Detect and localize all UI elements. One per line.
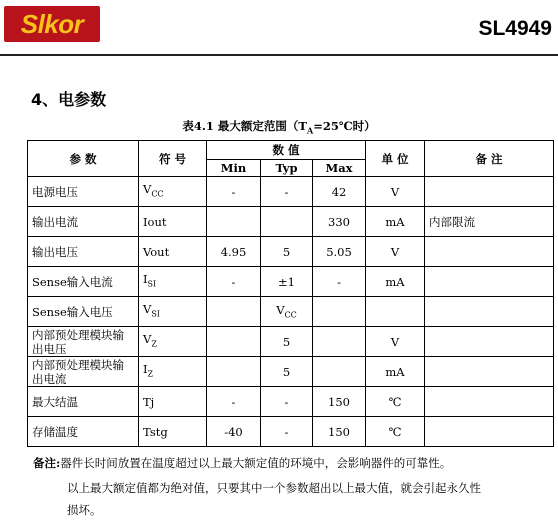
typ-cell: ±1 <box>261 267 313 297</box>
table-row <box>28 327 554 357</box>
table-row <box>28 267 554 297</box>
max-cell: 150 <box>313 387 366 417</box>
symbol-cell: Tstg <box>139 417 207 447</box>
symbol-cell: $I_Z$ <box>139 357 207 387</box>
min-cell: 4.95 <box>207 237 261 267</box>
param-cell: 存储温度 <box>28 417 139 447</box>
min-cell <box>207 327 261 357</box>
header-param: 参 数 <box>28 141 139 177</box>
typ-cell <box>261 207 313 237</box>
remark-cell <box>425 387 554 417</box>
symbol-cell: $V_{CC}$ <box>139 177 207 207</box>
symbol-cell: $V_{SI}$ <box>139 297 207 327</box>
header-symbol: 符 号 <box>139 141 207 177</box>
max-cell: 42 <box>313 177 366 207</box>
logo-text: Slkor <box>20 8 84 39</box>
min-cell <box>207 297 261 327</box>
remark-cell <box>425 267 554 297</box>
remark-cell <box>425 357 554 387</box>
remark-cell <box>425 297 554 327</box>
table-row <box>28 207 554 237</box>
unit-cell: ℃ <box>366 387 425 417</box>
part-number: SL4949 <box>478 17 552 40</box>
typ-cell: 5 <box>261 327 313 357</box>
section-title: 4、电参数 <box>31 90 107 109</box>
param-cell: 输出电压 <box>28 237 139 267</box>
max-cell <box>313 297 366 327</box>
unit-cell: mA <box>366 207 425 237</box>
note-line-2: 以上最大额定值都为绝对值，只要其中一个参数超出以上最大值，就会引起永久性 <box>67 481 481 495</box>
typ-cell: 5 <box>261 237 313 267</box>
header-remark: 备 注 <box>425 141 554 177</box>
header-divider <box>0 54 558 56</box>
max-cell: 330 <box>313 207 366 237</box>
note-line-1: 备注:器件长时间放置在温度超过以上最大额定值的环境中，会影响器件的可靠性。 <box>33 456 452 470</box>
table-row <box>28 417 554 447</box>
typ-cell: $V_{CC}$ <box>261 297 313 327</box>
param-cell: Sense输入电流 <box>28 267 139 297</box>
min-cell: - <box>207 177 261 207</box>
symbol-cell: Iout <box>139 207 207 237</box>
unit-cell: V <box>366 327 425 357</box>
unit-cell <box>366 297 425 327</box>
max-cell: 150 <box>313 417 366 447</box>
symbol-cell: $I_{SI}$ <box>139 267 207 297</box>
remark-cell: 内部限流 <box>425 207 554 237</box>
unit-cell: V <box>366 177 425 207</box>
symbol-cell: $V_Z$ <box>139 327 207 357</box>
table-row <box>28 357 554 387</box>
remark-cell <box>425 417 554 447</box>
remark-cell <box>425 327 554 357</box>
param-cell: 电源电压 <box>28 177 139 207</box>
max-cell: 5.05 <box>313 237 366 267</box>
unit-cell: mA <box>366 267 425 297</box>
table-row <box>28 387 554 417</box>
max-cell: - <box>313 267 366 297</box>
min-cell: - <box>207 387 261 417</box>
unit-cell: ℃ <box>366 417 425 447</box>
remark-cell <box>425 177 554 207</box>
unit-cell: V <box>366 237 425 267</box>
max-cell <box>313 327 366 357</box>
param-cell: Sense输入电压 <box>28 297 139 327</box>
symbol-cell: Tj <box>139 387 207 417</box>
typ-cell: - <box>261 387 313 417</box>
remark-cell <box>425 237 554 267</box>
unit-cell: mA <box>366 357 425 387</box>
param-cell: 内部预处理模块输出电流 <box>28 357 139 387</box>
header-max: Max <box>313 160 366 177</box>
min-cell <box>207 357 261 387</box>
note-line-3: 损坏。 <box>67 503 102 517</box>
table-row <box>28 237 554 267</box>
header-value: 数 值 <box>207 141 366 160</box>
min-cell: -40 <box>207 417 261 447</box>
max-cell <box>313 357 366 387</box>
min-cell <box>207 207 261 237</box>
param-cell: 最大结温 <box>28 387 139 417</box>
typ-cell: - <box>261 177 313 207</box>
header-unit: 单 位 <box>366 141 425 177</box>
param-cell: 输出电流 <box>28 207 139 237</box>
header-min: Min <box>207 160 261 177</box>
symbol-cell: Vout <box>139 237 207 267</box>
table-row <box>28 297 554 327</box>
table-row <box>28 177 554 207</box>
ratings-table <box>27 140 554 447</box>
typ-cell: 5 <box>261 357 313 387</box>
header-typ: Typ <box>261 160 313 177</box>
typ-cell: - <box>261 417 313 447</box>
table-header-row <box>28 141 554 160</box>
min-cell: - <box>207 267 261 297</box>
param-cell: 内部预处理模块输出电压 <box>28 327 139 357</box>
note-label: 备注: <box>33 456 61 470</box>
brand-logo <box>4 6 100 42</box>
table-caption: 表4.1 最大额定范围（$T_A=25℃$时） <box>182 119 376 136</box>
